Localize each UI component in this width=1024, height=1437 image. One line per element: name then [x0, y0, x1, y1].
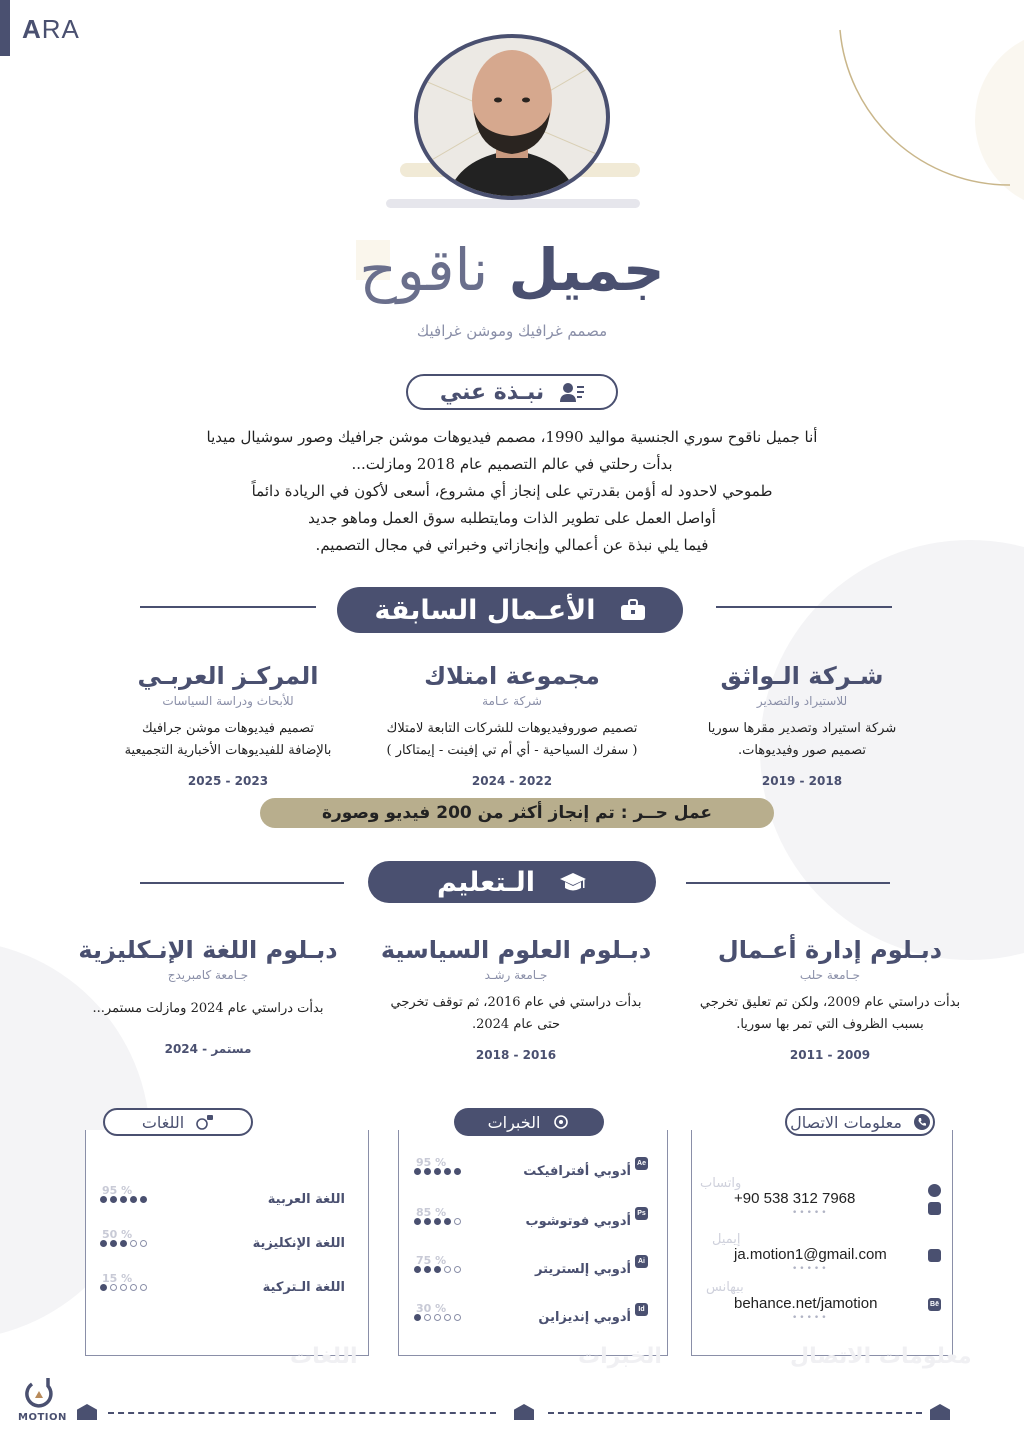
work-subtitle: للأبحاث ودراسة السياسات — [162, 694, 294, 708]
languages-watermark: اللغات — [290, 1344, 358, 1369]
work-item — [78, 662, 378, 788]
education-title: دبـلوم العلوم السياسية — [380, 936, 652, 964]
brand-bar — [0, 0, 10, 56]
education-title: دبـلوم اللغة الإنـكليزية — [78, 936, 338, 964]
language-percent: 50 % — [102, 1228, 133, 1241]
education-description: بدأت دراستي في عام 2016، ثم توقف تخرجي حتى عام 2024. — [390, 995, 642, 1032]
skill-percent: 95 % — [416, 1156, 447, 1169]
work-date: 2025 - 2023 — [187, 774, 269, 788]
language-row — [100, 1184, 345, 1207]
skill-level-dots — [414, 1218, 461, 1225]
contact-ghost-label: بيهانس — [706, 1280, 744, 1295]
skill-label: أدوبي أفترافيكت — [523, 1164, 631, 1179]
work-item — [362, 662, 662, 788]
footer-house-icon — [77, 1404, 97, 1420]
mail-icon — [928, 1249, 941, 1262]
about-line: بدأت رحلتي في عالم التصميم عام 2018 ومازلت... — [351, 455, 673, 473]
footer-house-icon — [930, 1404, 950, 1420]
education-date: 2011 - 2009 — [789, 1048, 871, 1062]
education-title: الـتعليم — [436, 866, 536, 898]
works-heading — [337, 587, 683, 633]
footer-dashed-line — [548, 1412, 922, 1414]
skills-watermark: الخبرات — [578, 1344, 662, 1369]
education-date: 2018 - 2016 — [475, 1048, 557, 1062]
skill-row — [414, 1156, 648, 1179]
work-subtitle: شركة عـامة — [482, 694, 542, 708]
contact-dots: ••••• — [792, 1208, 829, 1218]
skill-row — [414, 1254, 648, 1277]
contact-ghost-label: واتساب — [700, 1176, 742, 1191]
works-divider-left — [140, 606, 316, 608]
profile-photo — [414, 34, 610, 200]
person-avatar-icon — [418, 38, 606, 196]
education-university: جـامعة رشـد — [484, 968, 548, 982]
language-label: اللغة العربية — [267, 1192, 345, 1207]
whatsapp-icon — [928, 1184, 941, 1197]
education-divider-right — [686, 882, 890, 884]
skill-level-dots — [414, 1168, 461, 1175]
education-description: بدأت دراستي عام 2024 ومازلت مستمر... — [92, 1001, 324, 1016]
education-heading — [368, 861, 656, 903]
after-effects-icon: Ae — [635, 1157, 648, 1170]
skill-percent: 85 % — [416, 1206, 447, 1219]
contact-behance[interactable]: behance.net/jamotion — [734, 1295, 878, 1312]
about-line: أواصل العمل على تطوير الذات ومايتطلبه سوق العمل وماهو جديد — [308, 509, 716, 527]
contact-ghost-label: إيميل — [712, 1232, 741, 1247]
work-title: مجموعة امتلاك — [424, 662, 600, 690]
education-item — [680, 936, 980, 1062]
language-percent: 15 % — [102, 1272, 133, 1285]
works-title: الأعـمال السابقة — [374, 594, 596, 626]
language-row — [100, 1272, 345, 1295]
skill-row — [414, 1206, 648, 1229]
illustrator-icon: Ai — [635, 1255, 648, 1268]
contact-row — [700, 1232, 944, 1272]
graduation-cap-icon — [559, 871, 587, 893]
skill-row — [414, 1302, 648, 1325]
contact-phone[interactable]: +90 538 312 7968 — [734, 1190, 856, 1207]
brain-gear-icon — [552, 1114, 570, 1130]
phone-icon — [928, 1202, 941, 1215]
skill-percent: 75 % — [416, 1254, 447, 1267]
work-title: المركـز العربـي — [137, 662, 319, 690]
person-name: جميل ناقوح — [359, 236, 665, 304]
photoshop-icon: Ps — [635, 1207, 648, 1220]
language-level-dots — [100, 1240, 147, 1247]
works-divider-right — [716, 606, 892, 608]
education-divider-left — [140, 882, 344, 884]
freelance-banner: عمل حــر : تم إنجاز أكثر من 200 فيديو وصورة — [260, 798, 774, 828]
motion-logo-icon — [22, 1378, 56, 1412]
skill-label: أدوبي إلستريتر — [534, 1262, 631, 1277]
skill-level-dots — [414, 1266, 461, 1273]
contact-row — [700, 1280, 944, 1323]
contact-dots: ••••• — [792, 1313, 829, 1323]
about-text — [150, 424, 874, 559]
briefcase-icon — [620, 599, 646, 621]
indesign-icon: Id — [635, 1303, 648, 1316]
globe-icon — [196, 1114, 214, 1130]
contact-dots: ••••• — [792, 1264, 829, 1274]
contact-heading — [785, 1108, 935, 1136]
about-heading — [406, 374, 618, 410]
contact-watermark: معلومات الاتصال — [790, 1344, 972, 1369]
contact-row — [700, 1176, 944, 1216]
skill-label: أدوبي إنديزاين — [538, 1310, 631, 1325]
education-item — [58, 936, 358, 1056]
work-subtitle: للاستيراد والتصدير — [756, 694, 848, 708]
skill-label: أدوبي فوتوشوب — [525, 1214, 631, 1229]
contact-title: معلومات الاتصال — [790, 1112, 902, 1132]
behance-icon: Bē — [928, 1298, 941, 1311]
work-date: 2019 - 2018 — [761, 774, 843, 788]
about-title: نبـذة عني — [439, 379, 545, 405]
education-description: بدأت دراستي عام 2009، ولكن تم تعليق تخرجي بسبب الظروف التي تمر بها سوريا. — [699, 995, 961, 1032]
photo-stripe-grey — [386, 199, 640, 208]
language-row — [100, 1228, 345, 1251]
language-level-dots — [100, 1284, 147, 1291]
languages-heading — [103, 1108, 253, 1136]
brand-logo: ARA — [22, 14, 80, 44]
education-title: دبـلوم إدارة أعـمال — [717, 936, 943, 964]
language-level-dots — [100, 1196, 147, 1203]
skills-heading — [454, 1108, 604, 1136]
work-title: شـركة الـواثق — [720, 662, 884, 690]
education-item — [366, 936, 666, 1062]
work-description: تصميم فيديوهات موشن جرافيك بالإضافة للفيديوهات الأخبارية التجميعية — [124, 721, 332, 758]
language-label: اللغة الـتركية — [262, 1280, 345, 1295]
skills-title: الخبرات — [487, 1112, 541, 1132]
phone-circle-icon — [914, 1114, 930, 1130]
about-line: أنا جميل ناقوح سوري الجنسية مواليد 1990، مصمم فيديوهات موشن جرافيك وصور سوشيال ميديا — [206, 428, 818, 446]
skill-percent: 30 % — [416, 1302, 447, 1315]
about-line: فيما يلي نبذة عن أعمالي وإنجازاتي وخبراتي في مجال التصميم. — [315, 536, 709, 554]
work-description: شركة استيراد وتصدير مقرها سوريا تصميم صور وفيديوهات. — [707, 721, 897, 758]
motion-logo-text: MOTION — [18, 1412, 67, 1423]
work-date: 2024 - 2022 — [471, 774, 553, 788]
user-card-icon — [560, 381, 584, 403]
footer-house-icon — [514, 1404, 534, 1420]
contact-email[interactable]: ja.motion1@gmail.com — [734, 1246, 887, 1263]
skill-level-dots — [414, 1314, 461, 1321]
language-percent: 95 % — [102, 1184, 133, 1197]
education-university: جـامعة كامبريدج — [167, 968, 249, 982]
languages-title: اللغات — [141, 1112, 185, 1132]
person-role: مصمم غرافيك وموشن غرافيك — [416, 322, 608, 340]
about-line: طموحي لاحدود له أؤمن بقدرتي على إنجاز أي مشروع، أسعى لأكون في الريادة دائماً — [251, 482, 773, 500]
footer-dashed-line — [108, 1412, 496, 1414]
education-university: جـامعة حلب — [799, 968, 861, 982]
work-item — [652, 662, 952, 788]
education-date: 2024 - مستمر — [164, 1042, 252, 1056]
work-description: تصميم صوروفيديوهات للشركات التابعة لامتلاك ( سفرك السياحية - أي أم تي إفينت - إيمتاكار ) — [386, 721, 638, 758]
language-label: اللغة الإنكليزية — [252, 1236, 345, 1251]
gold-arc-decoration — [830, 20, 1024, 200]
